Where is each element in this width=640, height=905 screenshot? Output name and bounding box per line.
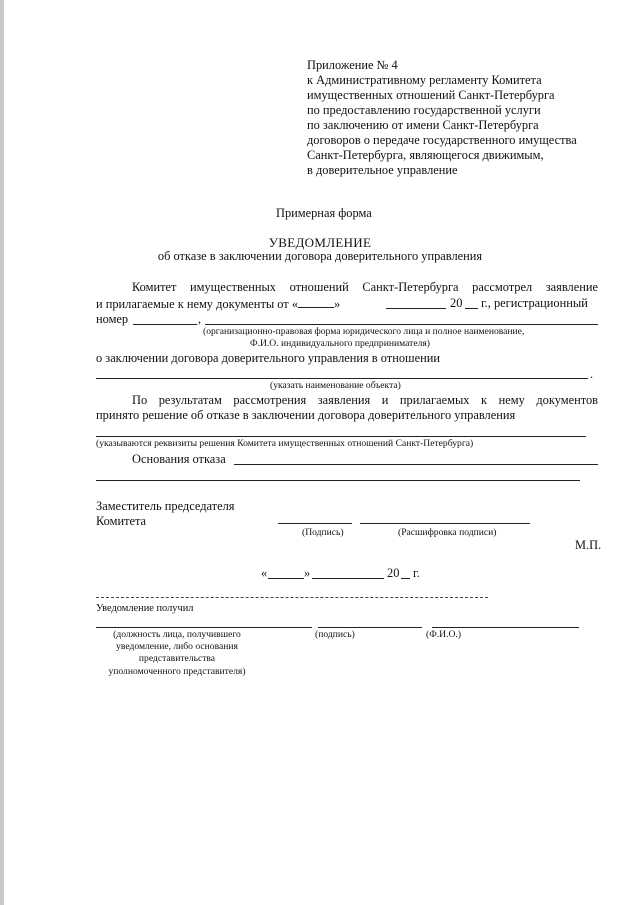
- receiver-position-hint: представительства: [138, 653, 216, 664]
- period: .: [590, 367, 594, 381]
- separator: [96, 597, 488, 598]
- appendix-line: по заключению от имени Санкт-Петербурга: [307, 118, 539, 132]
- receipt-label: Уведомление получил: [96, 603, 194, 614]
- hint-org-line-1: (организационно-правовая форма юридического лица и полное наименование,: [203, 326, 525, 337]
- receiver-name-field[interactable]: [432, 627, 579, 628]
- decision-field[interactable]: [96, 436, 586, 437]
- paragraph-2: о заключении договора доверительного управления в отношении: [96, 351, 440, 365]
- hint-org-line-2: Ф.И.О. индивидуального предпринимателя): [250, 338, 430, 349]
- date-quote-close: »: [304, 566, 311, 580]
- appendix-line: к Административному регламенту Комитета: [307, 73, 542, 87]
- scan-edge: [0, 0, 4, 905]
- stamp-place: М.П.: [575, 538, 602, 552]
- form-label: Примерная форма: [276, 206, 372, 220]
- year-prefix: 20: [450, 296, 463, 310]
- receiver-name-hint: (Ф.И.О.): [426, 629, 462, 640]
- document-title: УВЕДОМЛЕНИЕ: [268, 235, 372, 250]
- applicant-name-field[interactable]: [205, 324, 598, 325]
- signature-hint: (Подпись): [302, 527, 344, 538]
- appendix-line: договоров о передаче государственного имущества: [307, 133, 577, 147]
- grounds-label: Основания отказа: [132, 452, 226, 466]
- receiver-sign-hint: (подпись): [315, 629, 355, 640]
- hint-object: (указать наименование объекта): [270, 380, 401, 391]
- number-label: номер: [96, 312, 129, 326]
- day-field[interactable]: [298, 296, 334, 308]
- text: и прилагаемые к нему документы от «: [96, 297, 299, 311]
- receiver-position-hint: уведомление, либо основания: [116, 641, 238, 652]
- signer-position-2: Комитета: [96, 514, 147, 528]
- date-year-field[interactable]: [401, 578, 410, 579]
- paragraph-3-line-2: принято решение об отказе в заключении договора доверительного управления: [96, 408, 516, 422]
- hint-decision: (указываются реквизиты решения Комитета имущественных отношений Санкт-Петербурга): [96, 438, 474, 449]
- document-subtitle: об отказе в заключении договора доверительного управления: [157, 249, 483, 263]
- signature-field[interactable]: [278, 523, 352, 524]
- month-field[interactable]: [386, 308, 446, 309]
- appendix-line: по предоставлению государственной услуги: [307, 103, 541, 117]
- receiver-position-hint: (должность лица, получившего: [113, 629, 241, 640]
- receiver-signature-field[interactable]: [318, 627, 422, 628]
- receiver-position-hint: уполномоченного представителя): [108, 666, 246, 677]
- appendix-line: Санкт-Петербурга, являющегося движимым,: [307, 148, 544, 162]
- signature-decode-field[interactable]: [360, 523, 530, 524]
- appendix-title: Приложение № 4: [307, 58, 398, 72]
- grounds-field-2[interactable]: [96, 480, 580, 481]
- paragraph-1-line-2: [96, 296, 340, 312]
- year-suffix-regnum: г., регистрационный: [481, 296, 588, 310]
- text: »: [334, 297, 341, 311]
- signer-position: Заместитель председателя: [96, 499, 235, 513]
- date-day-field[interactable]: [268, 578, 304, 579]
- object-field[interactable]: [96, 378, 588, 379]
- date-quote-open: «: [261, 566, 268, 580]
- grounds-field[interactable]: [234, 464, 598, 465]
- year-field[interactable]: [465, 308, 478, 309]
- comma: ,: [198, 312, 202, 326]
- date-year: 20: [387, 566, 400, 580]
- paragraph-1-line-1: Комитет имущественных отношений Санкт-Петербурга рассмотрел заявление: [132, 280, 598, 294]
- appendix-line: имущественных отношений Санкт-Петербурга: [307, 88, 555, 102]
- date-month-field[interactable]: [312, 578, 384, 579]
- date-suffix: г.: [413, 566, 420, 580]
- decode-hint: (Расшифровка подписи): [398, 527, 497, 538]
- receiver-position-field[interactable]: [96, 627, 312, 628]
- reg-number-field[interactable]: [133, 324, 197, 325]
- paragraph-3-line-1: По результатам рассмотрения заявления и прилагаемых к нему документов: [132, 393, 598, 407]
- appendix-line: в доверительное управление: [307, 163, 458, 177]
